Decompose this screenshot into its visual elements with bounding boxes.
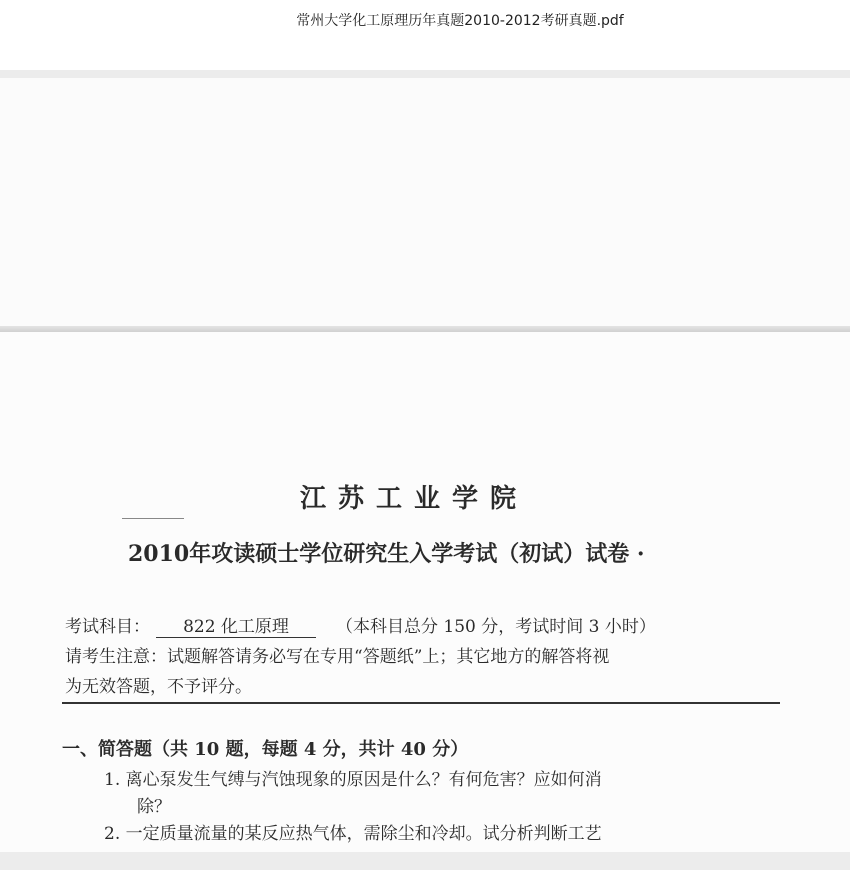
notice-line-2: 为无效答题，不予评分。	[65, 677, 252, 697]
subject-note: （本科目总分 150 分，考试时间 3 小时）	[336, 617, 656, 637]
school-name: 江苏工业学院	[300, 484, 529, 514]
exam-title: 2010年攻读硕士学位研究生入学考试（初试）试卷 ·	[128, 541, 645, 567]
question-1	[104, 765, 602, 790]
bottom-bar	[0, 852, 850, 870]
subject-value: 822 化工原理	[156, 612, 316, 638]
pdf-page-1	[0, 78, 850, 326]
header-rule	[62, 702, 780, 704]
notice-line-1: 请考生注意：试题解答请务必写在专用“答题纸”上；其它地方的解答将视	[65, 647, 610, 667]
viewer-header	[0, 0, 850, 70]
subject-label: 考试科目：	[65, 617, 150, 637]
pdf-viewer[interactable]	[0, 70, 850, 870]
question-number: 1.	[104, 770, 121, 790]
question-number: 2.	[104, 824, 121, 844]
question-1-continued: 除？	[137, 797, 171, 817]
short-rule	[122, 518, 184, 519]
pdf-page-2	[0, 332, 850, 852]
subject-row	[65, 612, 656, 638]
question-text: 一定质量流量的某反应热气体，需除尘和冷却。试分析判断工艺	[125, 824, 602, 844]
section-heading: 一、简答题（共 10 题，每题 4 分，共计 40 分）	[62, 739, 469, 760]
question-2	[104, 819, 602, 844]
question-text: 离心泵发生气缚与汽蚀现象的原因是什么？有何危害？应如何消	[125, 770, 602, 790]
document-title: 常州大学化工原理历年真题2010-2012考研真题.pdf	[296, 13, 624, 29]
